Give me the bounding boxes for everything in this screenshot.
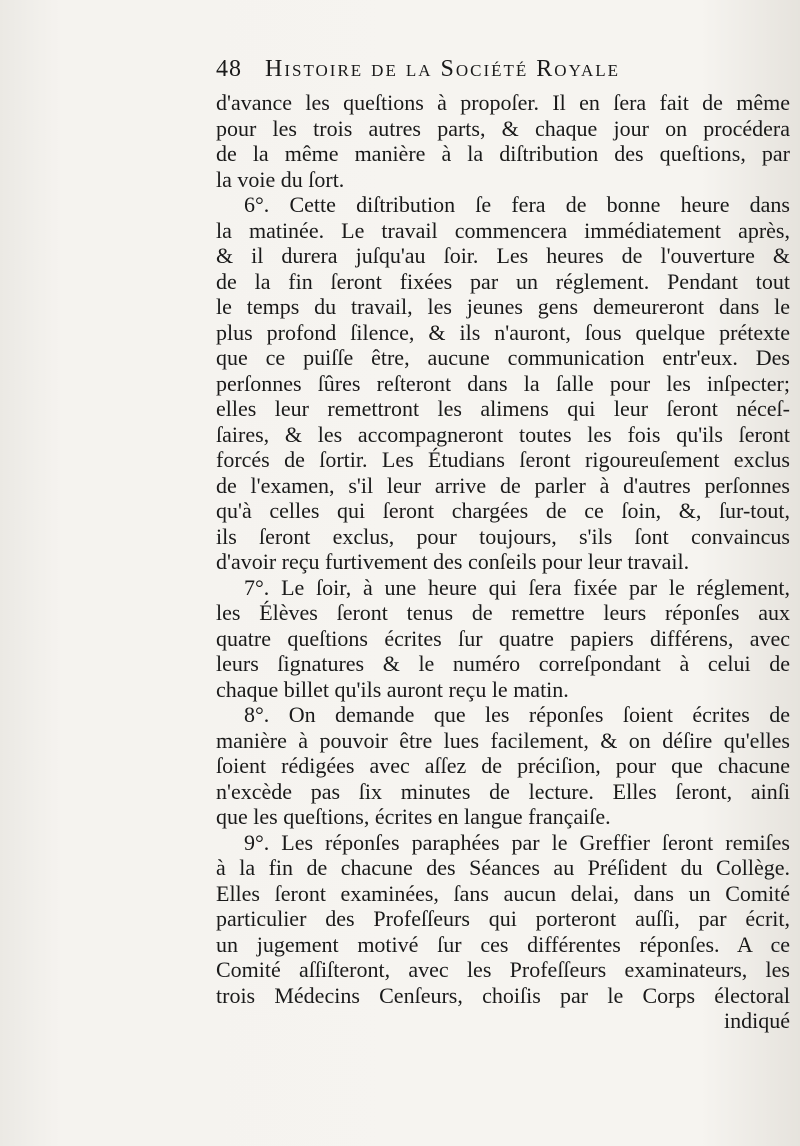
text-line: le temps du travail, les jeunes gens demeureront dans le [216,294,790,319]
page-number: 48 [216,56,242,82]
text-line: 9°. Les réponſes paraphées par le Greffier ſeront remiſes [244,829,790,855]
text-line: d'avoir reçu furtivement des conſeils pour leur travail. [216,549,690,574]
text-line: leurs ſignatures & le numéro correſpondant à celui de [216,651,790,676]
text-line: d'avance les queſtions à propoſer. Il en ſera fait de même [216,90,790,115]
text-line: perſonnes ſûres reſteront dans la ſalle pour les inſpecter; [216,370,790,396]
text-line: 8°. On demande que les réponſes ſoient écrites de [244,702,790,727]
text-line: forcés de ſortir. Les Étudians ſeront rigoureuſement exclus [216,447,790,472]
text-line: les Élèves ſeront tenus de remettre leurs réponſes aux [216,600,790,625]
text-line: 6°. Cette diſtribution ſe fera de bonne heure dans [244,192,790,217]
text-line: manière à pouvoir être lues facilement, & on déſire qu'elles [216,727,790,753]
text-line: particulier des Profeſſeurs qui porteront auſſi, par écrit, [216,906,790,931]
text-line: de l'examen, s'il leur arrive de parler à d'autres perſonnes [216,472,790,498]
text-line: qu'à celles qui ſeront chargées de ce ſoin, &, ſur-tout, [216,498,790,523]
text-line: trois Médecins Cenſeurs, choiſis par le Corps électoral [216,982,790,1008]
text-line: que les queſtions, écrites en langue françaiſe. [216,804,611,829]
text-line: n'excède pas ſix minutes de lecture. Elles ſeront, ainſi [216,778,790,804]
text-line: de la même manière à la diſtribution des queſtions, par [216,141,790,166]
catchword: indiqué [724,1008,790,1033]
text-line: & il durera juſqu'au ſoir. Les heures de l'ouverture & [216,243,790,268]
text-line: ils ſeront exclus, pour toujours, s'ils ſont convaincus [216,523,790,549]
text-line: que ce puiſſe être, aucune communication entr'eux. Des [216,345,790,370]
text-line: Comité aſſiſteront, avec les Profeſſeurs examinateurs, les [216,957,790,982]
text-line: pour les trois autres parts, & chaque jour on procédera [216,115,790,141]
text-line: chaque billet qu'ils auront reçu le matin. [216,676,569,702]
text-line: à la fin de chacune des Séances au Préſident du Collège. [216,855,790,880]
text-line: ſoient rédigées avec aſſez de préciſion, pour que chacune [216,753,790,778]
text-line: elles leur remettront les alimens qui leur ſeront néceſ- [216,396,790,421]
running-title: Histoire de la Société Royale [265,56,621,82]
text-line: la voie du ſort. [216,166,345,192]
text-line: 7°. Le ſoir, à une heure qui ſera fixée par le réglement, [244,574,790,600]
text-line: un jugement motivé ſur ces différentes réponſes. A ce [216,931,790,957]
text-line: plus profond ſilence, & ils n'auront, ſous quelque prétexte [216,319,790,345]
body-text [216,90,790,1034]
text-line: la matinée. Le travail commencera immédiatement après, [216,217,790,243]
running-header [216,56,716,83]
text-line: de la fin ſeront fixées par un réglement. Pendant tout [216,268,790,294]
text-line: quatre queſtions écrites ſur quatre papiers différens, avec [216,625,790,651]
text-line: Elles ſeront examinées, ſans aucun delai, dans un Comité [216,880,790,906]
text-line: ſaires, & les accompagneront toutes les fois qu'ils ſeront [216,421,790,447]
